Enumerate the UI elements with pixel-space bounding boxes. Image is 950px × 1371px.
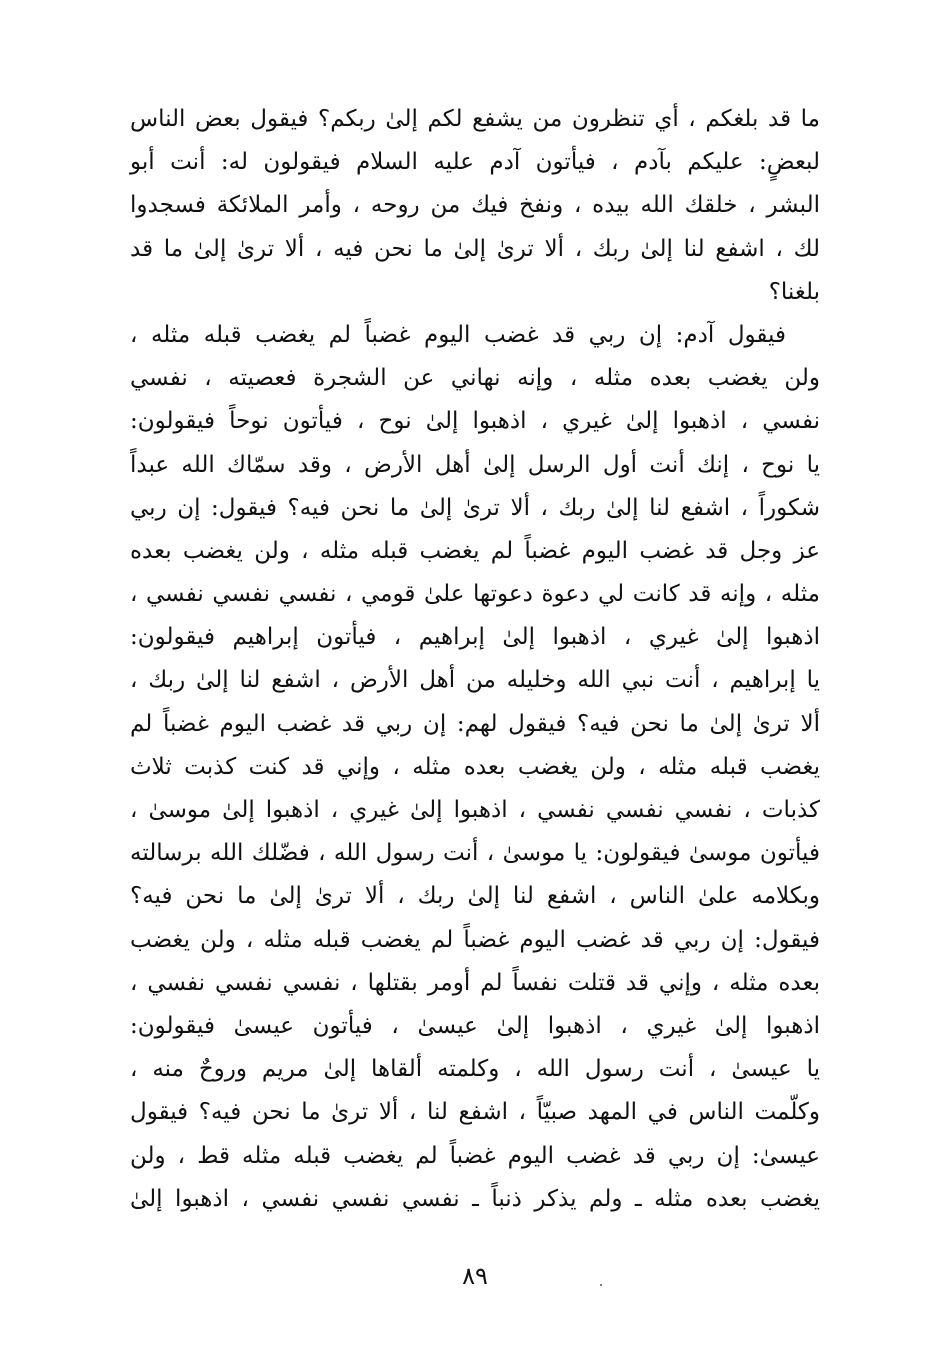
text-line: يا نوح ، إنك أنت أول الرسل إلىٰ أهل الأرض ، وقد سمّاك الله عبداً — [130, 451, 820, 478]
text-line: ولن يغضب بعده مثله ، وإنه نهاني عن الشجرة فعصيته ، نفسي — [130, 365, 820, 392]
text-line: اذهبوا إلىٰ غيري ، اذهبوا إلىٰ إبراهيم ، فيأتون إبراهيم فيقولون: — [130, 624, 820, 651]
text-line: شكوراً ، اشفع لنا إلىٰ ربك ، ألا ترىٰ إلىٰ ما نحن فيه؟ فيقول: إن ربي — [130, 494, 820, 521]
text-line: لك ، اشفع لنا إلىٰ ربك ، ألا ترىٰ إلىٰ ما نحن فيه ، ألا ترىٰ إلىٰ ما قد — [130, 235, 820, 262]
text-line: عز وجل قد غضب اليوم غضباً لم يغضب قبله مثله ، ولن يغضب بعده — [130, 537, 820, 564]
text-line: كذبات ، نفسي نفسي نفسي ، اذهبوا إلىٰ غيري ، اذهبوا إلىٰ موسىٰ ، — [130, 797, 820, 823]
paragraph-1 — [130, 98, 820, 314]
text-line: مثله ، وإنه قد كانت لي دعوة دعوتها علىٰ قومي ، نفسي نفسي نفسي ، — [130, 581, 820, 608]
body-text — [130, 98, 820, 1221]
page-number: ٨٩ — [462, 1262, 488, 1290]
text-line: يا إبراهيم ، أنت نبي الله وخليله من أهل الأرض ، اشفع لنا إلىٰ ربك ، — [130, 667, 820, 694]
text-line: البشر ، خلقك الله بيده ، ونفخ فيك من روحه ، وأمر الملائكة فسجدوا — [130, 192, 820, 219]
text-line: ألا ترىٰ إلىٰ ما نحن فيه؟ فيقول لهم: إن ربي قد غضب اليوم غضباً لم — [130, 710, 820, 737]
text-line: يغضب قبله مثله ، ولن يغضب بعده مثله ، وإني قد كنت كذبت ثلاث — [130, 753, 821, 780]
text-line: فيقول آدم: إن ربي قد غضب اليوم غضباً لم يغضب قبله مثله ، — [130, 321, 786, 348]
text-line: اذهبوا إلىٰ غيري ، اذهبوا إلىٰ عيسىٰ ، فيأتون عيسىٰ فيقولون: — [130, 1012, 820, 1039]
text-line: نفسي ، اذهبوا إلىٰ غيري ، اذهبوا إلىٰ نوح ، فيأتون نوحاً فيقولون: — [130, 408, 820, 435]
paragraph-2 — [130, 314, 820, 1221]
text-line: عيسىٰ: إن ربي قد غضب اليوم غضباً لم يغضب قبله مثله قط ، ولن — [130, 1142, 820, 1169]
text-line: بلغنا؟ — [768, 278, 820, 305]
text-line: بعده مثله ، وإني قد قتلت نفساً لم أومر بقتلها ، نفسي نفسي نفسي ، — [130, 969, 820, 996]
text-line: فيقول: إن ربي قد غضب اليوم غضباً لم يغضب قبله مثله ، ولن يغضب — [130, 926, 820, 953]
text-line: فيأتون موسىٰ فيقولون: يا موسىٰ ، أنت رسول الله ، فضّلك الله برسالته — [130, 840, 820, 867]
text-line: وبكلامه علىٰ الناس ، اشفع لنا إلىٰ ربك ، ألا ترىٰ إلىٰ ما نحن فيه؟ — [130, 883, 820, 910]
text-line: يغضب بعده مثله ـ ولم يذكر ذنباً ـ نفسي نفسي نفسي ، اذهبوا إلىٰ — [130, 1185, 820, 1212]
text-line: وكلّمت الناس في المهد صبيّاً ، اشفع لنا ، ألا ترىٰ ما نحن فيه؟ فيقول — [130, 1099, 820, 1126]
scan-speck — [600, 1284, 602, 1286]
text-line: يا عيسىٰ ، أنت رسول الله ، وكلمته ألقاها إلىٰ مريم وروحٌ منه ، — [130, 1056, 820, 1083]
text-line: لبعضٍ: عليكم بآدم ، فيأتون آدم عليه السلام فيقولون له: أنت أبو — [130, 149, 820, 176]
text-line: ما قد بلغكم ، أي تنظرون من يشفع لكم إلىٰ ربكم؟ فيقول بعض الناس — [130, 106, 820, 132]
